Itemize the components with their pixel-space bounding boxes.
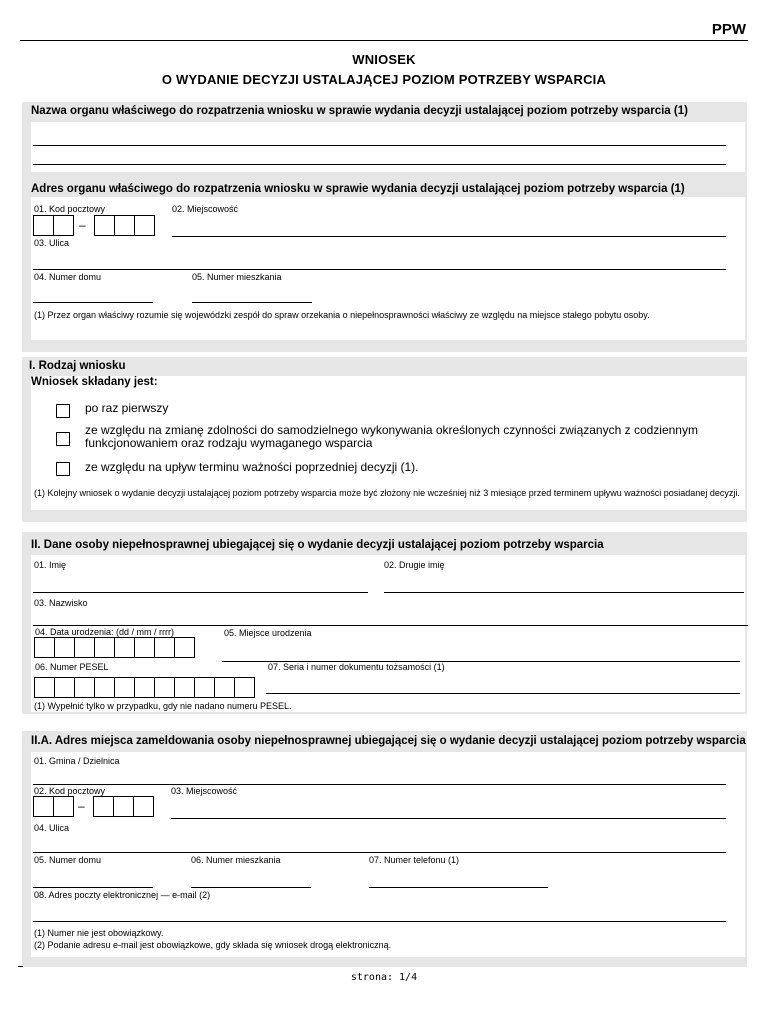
organ-postal-code-second[interactable]: [94, 215, 155, 235]
city-label: 03. Miejscowość: [171, 786, 238, 796]
organ-name-line-1[interactable]: [33, 145, 726, 146]
phone-label: 07. Numer telefonu (1): [369, 855, 460, 865]
organ-city-label: 02. Miejscowość: [172, 204, 239, 214]
postal-code-second[interactable]: [93, 796, 154, 816]
organ-street-field[interactable]: [33, 269, 726, 270]
birth-date-boxes[interactable]: [34, 637, 195, 657]
apartment-label: 06. Numer mieszkania: [191, 855, 281, 865]
email-field[interactable]: [33, 921, 726, 922]
street-label: 04. Ulica: [34, 823, 70, 833]
form-code: PPW: [711, 21, 746, 38]
organ-name-line-2[interactable]: [33, 164, 726, 165]
email-label: 08. Adres poczty elektronicznej — e-mail (2): [34, 890, 211, 900]
form-title: WNIOSEK: [352, 52, 416, 67]
page-number: strona: 1/4: [350, 972, 418, 983]
commune-label: 01. Gmina / Dzielnica: [34, 756, 120, 766]
second-name-field[interactable]: [384, 592, 744, 593]
organ-postal-code-first[interactable]: [33, 215, 74, 235]
organ-footnote: (1) Przez organ właściwy rozumie się wojewódzki zespół do spraw orzekania o niepełnosprawności właściwy ze względu na miejsce stałego pobytu osoby.: [34, 310, 650, 320]
organ-address-header: Adres organu właściwego do rozpatrzenia wniosku w sprawie wydania decyzji ustalającej poziom potrzeby wsparcia (1): [31, 183, 685, 195]
apartment-field[interactable]: [191, 887, 311, 888]
option-expiry-label: ze względu na upływ terminu ważności poprzedniej decyzji (1).: [85, 460, 419, 474]
first-name-label: 01. Imię: [34, 560, 67, 570]
surname-field[interactable]: [33, 625, 748, 626]
id-document-label: 07. Seria i numer dokumentu tożsamości (1): [268, 662, 445, 672]
section1-subheader: Wniosek składany jest:: [31, 376, 158, 388]
margin-tick: [18, 966, 23, 967]
first-name-field[interactable]: [33, 592, 368, 593]
organ-apartment-field[interactable]: [192, 302, 312, 303]
birth-date-label: 04. Data urodzenia: (dd / mm / rrrr): [35, 627, 175, 637]
postal-code-dash: –: [79, 218, 86, 232]
option-change-checkbox[interactable]: [56, 432, 70, 446]
organ-city-field[interactable]: [172, 236, 726, 237]
postal-code-first[interactable]: [33, 796, 74, 816]
organ-postal-code-label: 01. Kod pocztowy: [34, 204, 106, 214]
organ-house-label: 04. Numer domu: [34, 272, 102, 282]
surname-label: 03. Nazwisko: [34, 598, 88, 608]
pesel-boxes[interactable]: [34, 677, 255, 697]
section2a-footnote-2: (2) Podanie adresu e-mail jest obowiązkowe, gdy składa się wniosek drogą elektroniczną.: [34, 940, 392, 950]
section1-footnote: (1) Kolejny wniosek o wydanie decyzji ustalającej poziom potrzeby wsparcia może być złożony nie wcześniej niż 3 miesiące przed terminem upływu ważności posiadanej decyzji.: [34, 488, 740, 498]
option-change-label: ze względu na zmianę zdolności do samodzielnego wykonywania określonych czynności związanych z codziennym funkcjonowaniem oraz rodzaju wymaganego wsparcia: [85, 423, 698, 450]
pesel-label: 06. Numer PESEL: [35, 662, 109, 672]
top-rule: [20, 40, 748, 41]
house-field[interactable]: [33, 887, 153, 888]
organ-house-field[interactable]: [33, 302, 153, 303]
postal-code-dash: –: [78, 799, 85, 813]
second-name-label: 02. Drugie imię: [384, 560, 445, 570]
section2a-footnote-1: (1) Numer nie jest obowiązkowy.: [34, 928, 164, 938]
organ-name-header: Nazwa organu właściwego do rozpatrzenia wniosku w sprawie wydania decyzji ustalającej poziom potrzeby wsparcia (1): [31, 105, 688, 117]
option-expiry-checkbox[interactable]: [56, 462, 70, 476]
phone-field[interactable]: [369, 887, 548, 888]
commune-field[interactable]: [33, 784, 726, 785]
id-document-field[interactable]: [266, 693, 740, 694]
street-field[interactable]: [33, 852, 726, 853]
section2a-header: II.A. Adres miejsca zameldowania osoby niepełnosprawnej ubiegającej się o wydanie decyzji ustalającej poziom potrzeby wsparcia: [31, 735, 746, 747]
house-label: 05. Numer domu: [34, 855, 102, 865]
section2-header: II. Dane osoby niepełnosprawnej ubiegającej się o wydanie decyzji ustalającej poziom potrzeby wsparcia: [31, 539, 604, 551]
city-field[interactable]: [171, 818, 726, 819]
section1-header: I. Rodzaj wniosku: [29, 360, 126, 372]
option-first-time-label: po raz pierwszy: [85, 401, 169, 415]
option-first-time-checkbox[interactable]: [56, 404, 70, 418]
form-subtitle: O WYDANIE DECYZJI USTALAJĄCEJ POZIOM POTRZEBY WSPARCIA: [161, 72, 607, 87]
organ-apartment-label: 05. Numer mieszkania: [192, 272, 282, 282]
organ-street-label: 03. Ulica: [34, 238, 70, 248]
postal-code-label: 02. Kod pocztowy: [34, 786, 106, 796]
birth-place-label: 05. Miejsce urodzenia: [224, 628, 312, 638]
section2-footnote: (1) Wypełnić tylko w przypadku, gdy nie nadano numeru PESEL.: [34, 701, 292, 711]
